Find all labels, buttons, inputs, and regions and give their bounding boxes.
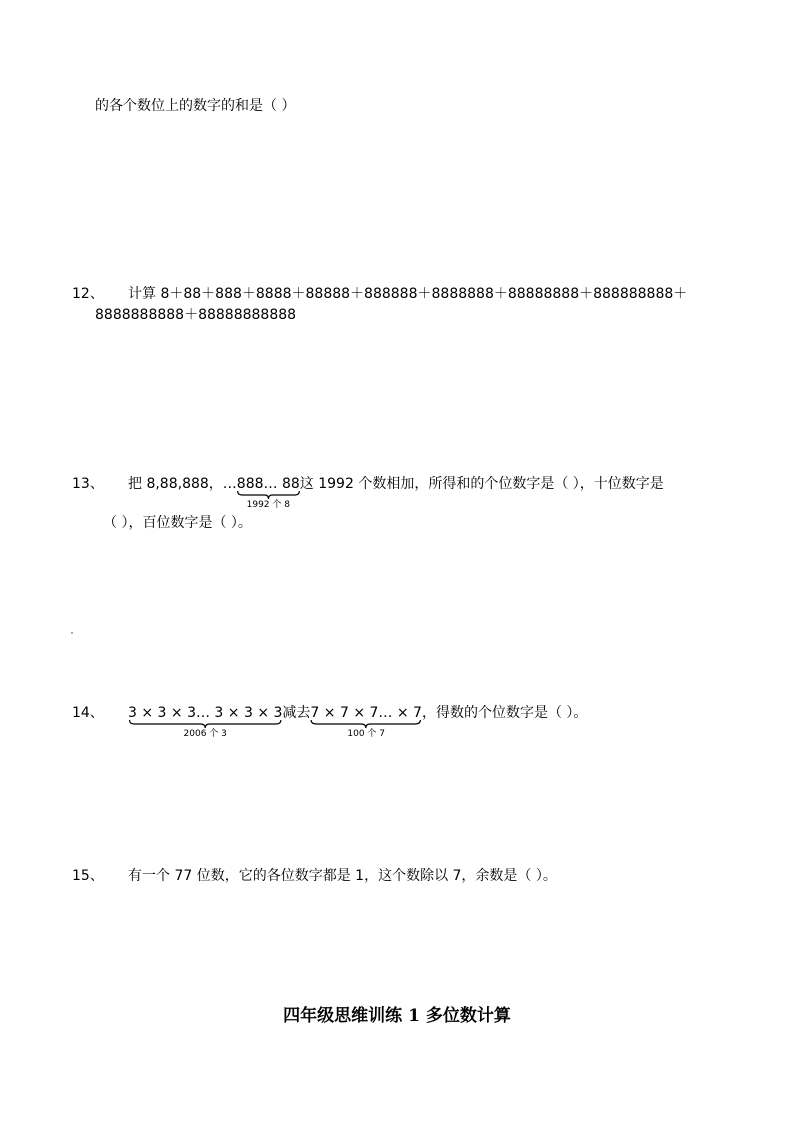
continuation-text: 的各个数位上的数字的和是（ ）	[95, 98, 296, 114]
question-text-line2: （ ），百位数字是（ ）。	[103, 515, 252, 531]
underbrace-icon	[128, 720, 282, 728]
footer-title: 四年级思维训练 1 多位数计算	[283, 1006, 511, 1026]
question-text: 有一个 77 位数，它的各位数字都是 1，这个数除以 7，余数是（ ）。	[128, 868, 557, 884]
underbrace-group	[236, 474, 300, 510]
underbrace-label: 1992 个 8	[246, 500, 290, 510]
underbrace-icon	[310, 720, 422, 728]
underbrace-expression: 7 × 7 × 7… × 7	[310, 705, 422, 721]
underbrace-expression: 888… 88	[236, 476, 300, 492]
question-number: 13、	[72, 476, 104, 492]
underbrace-group	[128, 703, 283, 739]
underbrace-label: 100 个 7	[347, 729, 386, 739]
question-text-line1	[128, 474, 664, 510]
question-number: 12、	[72, 286, 104, 302]
underbrace-expression: 3 × 3 × 3… 3 × 3 × 3	[128, 705, 283, 721]
connector-text: 减去	[282, 705, 311, 721]
question-text-line1: 计算 8＋88＋888＋8888＋88888＋888888＋8888888＋88888888＋888888888＋	[128, 286, 688, 302]
question-suffix: ，得数的个位数字是（ ）。	[421, 705, 588, 721]
question-prefix: 把 8,88,888，…	[128, 476, 237, 492]
underbrace-label: 2006 个 3	[183, 729, 227, 739]
stray-dot	[71, 632, 73, 634]
question-text-line2: 8888888888＋88888888888	[95, 307, 297, 323]
underbrace-icon	[237, 491, 300, 499]
question-suffix: 这 1992 个数相加，所得和的个位数字是（ ），十位数字是	[299, 476, 664, 492]
question-number: 14、	[72, 705, 104, 721]
question-number: 15、	[72, 868, 104, 884]
underbrace-group	[310, 703, 422, 739]
question-text	[128, 703, 588, 739]
